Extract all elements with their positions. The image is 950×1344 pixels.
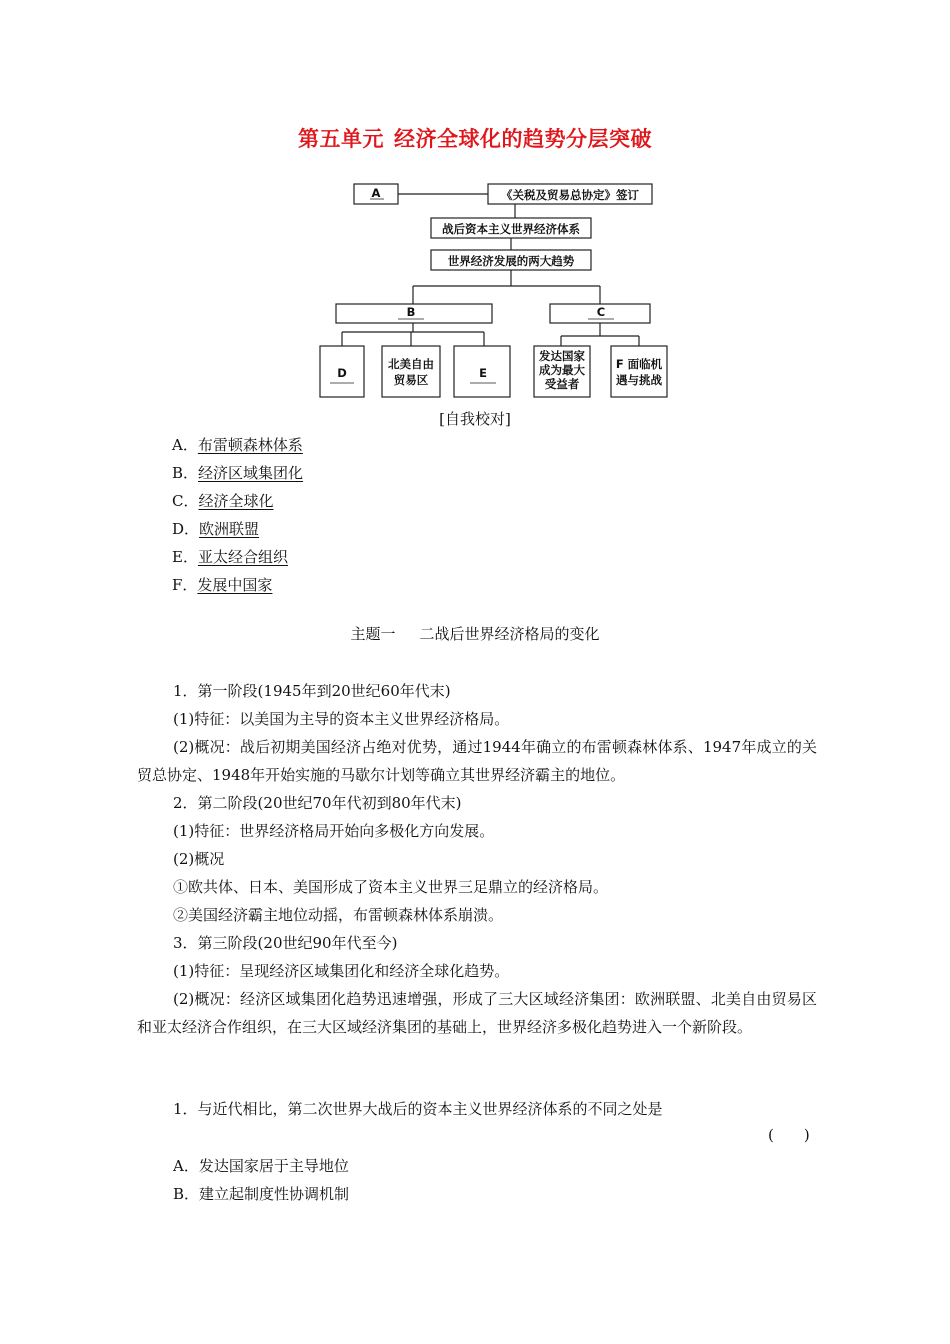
stage1-feature: (1)特征：以美国为主导的资本主义世界经济格局。 — [173, 710, 510, 728]
answer-item — [172, 431, 303, 459]
answer-letter: E． — [172, 548, 198, 566]
stage3-heading: 3．第三阶段(20世纪90年代至今) — [173, 934, 398, 952]
topic-label: 主题一 — [350, 625, 396, 643]
answer-letter: F． — [172, 576, 198, 594]
box-nafta-line1: 北美自由 — [388, 357, 434, 371]
box-d-label: D — [337, 366, 347, 380]
box-developed-line3: 受益者 — [544, 377, 580, 391]
stage2-heading: 2．第二阶段(20世纪70年代初到80年代末) — [173, 794, 462, 812]
answer-value: 经济区域集团化 — [198, 464, 304, 482]
title-unit: 第五单元 — [298, 127, 384, 151]
answer-value: 布雷顿森林体系 — [197, 436, 303, 454]
box-a-label: A — [371, 186, 381, 200]
box-e-label: E — [479, 366, 487, 380]
title-topic: 经济全球化的趋势分层突破 — [394, 127, 652, 151]
stage2-point2: ②美国经济霸主地位动摇，布雷顿森林体系崩溃。 — [173, 906, 504, 924]
box-f-line2: 遇与挑战 — [616, 373, 662, 387]
answer-item — [172, 571, 303, 599]
answer-list — [172, 431, 303, 599]
question-option-a: A．发达国家居于主导地位 — [173, 1157, 349, 1175]
box-gatt-label: 《关税及贸易总协定》签订 — [501, 188, 639, 202]
structure-diagram — [0, 0, 950, 410]
box-nafta-line2: 贸易区 — [393, 373, 429, 387]
stage1-overview: (2)概况：战后初期美国经济占绝对优势，通过1944年确立的布雷顿森林体系、1947年成立的关贸总协定、1948年开始实施的马歇尔计划等确立其世界经济霸主的地位。 — [137, 738, 817, 784]
answer-letter: D． — [172, 520, 200, 538]
stage2-feature: (1)特征：世界经济格局开始向多极化方向发展。 — [173, 822, 495, 840]
answer-letter: B． — [172, 464, 199, 482]
answer-item — [172, 515, 303, 543]
answer-value: 发展中国家 — [197, 576, 273, 594]
self-check-heading: [自我校对] — [439, 410, 511, 428]
answer-letter: A． — [172, 436, 198, 454]
stage3-feature: (1)特征：呈现经济区域集团化和经济全球化趋势。 — [173, 962, 510, 980]
box-trends-label: 世界经济发展的两大趋势 — [447, 254, 575, 268]
box-developed-line2: 成为最大 — [539, 363, 585, 377]
answer-parentheses: ( ) — [768, 1126, 810, 1144]
answer-item — [172, 487, 303, 515]
stage2-overview: (2)概况 — [173, 850, 225, 868]
answer-item — [172, 459, 303, 487]
answer-value: 欧洲联盟 — [199, 520, 260, 538]
stage3-overview: (2)概况：经济区域集团化趋势迅速增强，形成了三大区域经济集团：欧洲联盟、北美自由贸易区和亚太经济合作组织，在三大区域经济集团的基础上，世界经济多极化趋势进入一个新阶段。 — [137, 990, 817, 1036]
question-stem: 1．与近代相比，第二次世界大战后的资本主义世界经济体系的不同之处是 — [173, 1100, 663, 1118]
box-f — [611, 346, 667, 397]
box-b-label: B — [406, 305, 416, 319]
box-c-label: C — [596, 305, 606, 319]
stage2-point1: ①欧共体、日本、美国形成了资本主义世界三足鼎立的经济格局。 — [173, 878, 609, 896]
box-nafta — [382, 346, 440, 397]
topic-text: 二战后世界经济格局的变化 — [419, 625, 600, 643]
answer-value: 经济全球化 — [198, 492, 274, 510]
topic-heading — [0, 623, 950, 644]
question-option-b: B．建立起制度性协调机制 — [173, 1185, 350, 1203]
box-system-label: 战后资本主义世界经济体系 — [442, 222, 580, 236]
box-f-line1: F 面临机 — [615, 357, 663, 371]
box-developed-line1: 发达国家 — [539, 349, 585, 363]
answer-item — [172, 543, 303, 571]
answer-value: 亚太经合组织 — [197, 548, 288, 566]
answer-letter: C． — [172, 492, 199, 510]
stage1-heading: 1．第一阶段(1945年到20世纪60年代末) — [173, 682, 451, 700]
